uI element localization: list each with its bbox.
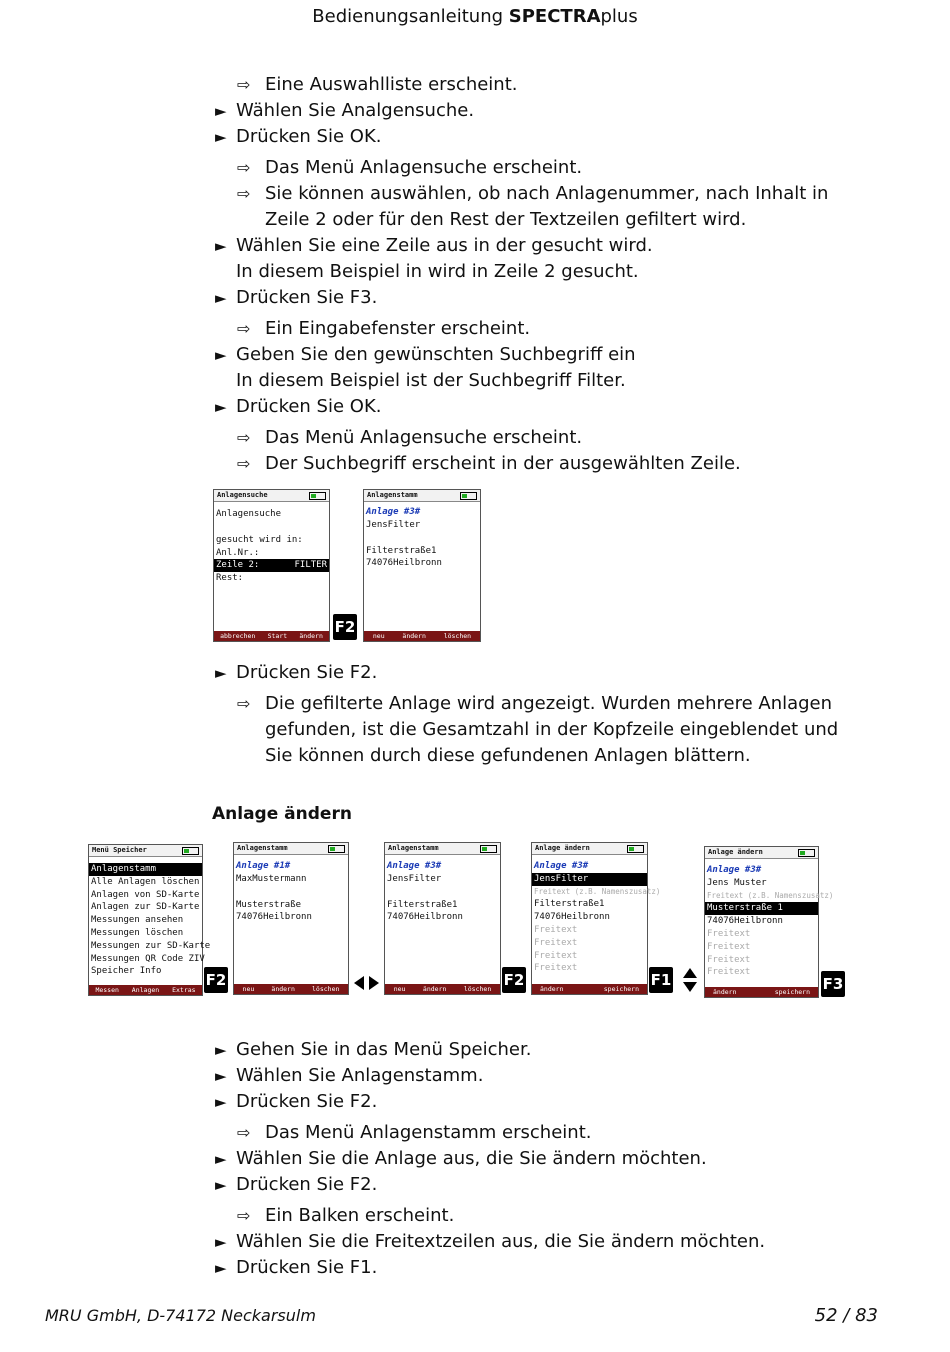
instruction-line: Gehen Sie in das Menü Speicher.	[236, 1039, 532, 1060]
footer-page-number: 52 / 83	[814, 1305, 878, 1326]
arrow-up-icon	[683, 968, 697, 978]
instruction-line: In diesem Beispiel in wird in Zeile 2 gesucht.	[236, 261, 639, 282]
instruction-line: Drücken Sie F3.	[236, 287, 378, 308]
action-bullet-icon: ►	[215, 398, 227, 416]
instruction-line: Ein Eingabefenster erscheint.	[265, 318, 531, 339]
action-bullet-icon: ►	[215, 346, 227, 364]
f2-key: F2	[204, 967, 228, 993]
result-arrow-icon: ⇨	[237, 454, 251, 473]
action-bullet-icon: ►	[215, 1233, 227, 1251]
action-bullet-icon: ►	[215, 664, 227, 682]
battery-icon	[328, 845, 345, 853]
screen-row: Rest:	[216, 573, 244, 584]
softkey-bar: neu ändern löschen	[385, 984, 500, 994]
softkey-bar: neu ändern löschen	[364, 631, 480, 641]
instruction-line: Das Menü Anlagensuche erscheint.	[265, 157, 583, 178]
instruction-line: Ein Balken erscheint.	[265, 1205, 455, 1226]
result-arrow-icon: ⇨	[237, 319, 251, 338]
screen-row: Filterstraße1	[366, 545, 437, 556]
instruction-line: Drücken Sie OK.	[236, 396, 382, 417]
instruction-line: Drücken Sie F1.	[236, 1257, 378, 1278]
screen-row: 74076Heilbronn	[236, 912, 312, 923]
screen-row: Filterstraße1	[387, 899, 458, 910]
screen-title-bar: Anlage ändern	[532, 843, 647, 855]
screen-row: Freitext	[534, 937, 578, 948]
battery-icon	[627, 845, 644, 853]
screen-row: Speicher Info	[91, 966, 162, 977]
instruction-line: Eine Auswahlliste erscheint.	[265, 74, 518, 95]
screen-row: JensFilter	[366, 519, 421, 530]
result-arrow-icon: ⇨	[237, 1123, 251, 1142]
arrow-down-icon	[683, 982, 697, 992]
arrow-right-icon	[369, 976, 379, 990]
f2-key: F2	[333, 614, 357, 640]
device-screen-menu-speicher	[88, 844, 211, 996]
screen-row: Freitext	[534, 950, 578, 961]
screen-row: Freitext	[707, 941, 751, 952]
device-screen-anlagensuche	[213, 489, 330, 642]
device-screen-anlagenstamm	[233, 842, 349, 995]
f2-key: F2	[502, 967, 526, 993]
screen-row: 74076Heilbronn	[534, 912, 610, 923]
screen-row: Messungen QR Code ZIV	[91, 953, 205, 964]
screen-row: Anlagen zur SD-Karte	[91, 902, 200, 913]
screen-row: Messungen ansehen	[91, 915, 184, 926]
action-bullet-icon: ►	[215, 237, 227, 255]
screen-row: 74076Heilbronn	[707, 916, 783, 927]
instruction-line: Wählen Sie Analgensuche.	[236, 100, 475, 121]
instruction-line: Das Menü Anlagensuche erscheint.	[265, 427, 583, 448]
screen-row: Anlage #3#	[366, 507, 421, 517]
instruction-line: In diesem Beispiel ist der Suchbegriff Filter.	[236, 370, 626, 391]
screen-title-bar: Anlagensuche	[214, 490, 329, 502]
screen-row: Freitext	[534, 963, 578, 974]
instruction-line: Drücken Sie F2.	[236, 662, 378, 683]
screen-row-selected: Anlagenstamm	[89, 863, 202, 876]
softkey-bar: Messen Anlagen Extras	[89, 985, 202, 995]
screen-row: Anlage #3#	[387, 861, 442, 871]
screen-row-selected: JensFilter	[532, 873, 647, 886]
instruction-line: Geben Sie den gewünschten Suchbegriff ein	[236, 344, 636, 365]
result-arrow-icon: ⇨	[237, 694, 251, 713]
device-screen-anlagenstamm	[363, 489, 481, 642]
screen-row: Anlage #3#	[707, 865, 762, 875]
screen-row: Freitext	[707, 954, 751, 965]
instruction-line: Wählen Sie Anlagenstamm.	[236, 1065, 484, 1086]
action-bullet-icon: ►	[215, 1150, 227, 1168]
battery-icon	[309, 492, 326, 500]
instruction-line: Zeile 2 oder für den Rest der Textzeilen gefiltert wird.	[265, 209, 747, 230]
screen-row-selected: Musterstraße 1	[705, 902, 818, 915]
screen-row: JensFilter	[387, 873, 442, 884]
screen-row: Anlagensuche	[216, 509, 282, 519]
instruction-line: gefunden, ist die Gesamtzahl in der Kopfzeile eingeblendet und	[265, 719, 839, 740]
action-bullet-icon: ►	[215, 1259, 227, 1277]
result-arrow-icon: ⇨	[237, 75, 251, 94]
instruction-line: Wählen Sie die Anlage aus, die Sie ändern möchten.	[236, 1148, 707, 1169]
section-title: Anlage ändern	[212, 804, 352, 824]
footer-company: MRU GmbH, D-74172 Neckarsulm	[45, 1306, 316, 1325]
softkey-bar: neu ändern löschen	[234, 984, 348, 994]
softkey-bar: ändern speichern	[532, 984, 647, 994]
action-bullet-icon: ►	[215, 102, 227, 120]
action-bullet-icon: ►	[215, 1067, 227, 1085]
action-bullet-icon: ►	[215, 128, 227, 146]
screen-row: Anlage #1#	[236, 861, 291, 871]
action-bullet-icon: ►	[215, 289, 227, 307]
action-bullet-icon: ►	[215, 1041, 227, 1059]
page-header: Bedienungsanleitung SPECTRAplus	[312, 6, 638, 27]
screen-row: Messungen zur SD-Karte	[91, 940, 211, 951]
screen-title-bar: Anlagenstamm	[234, 843, 348, 855]
instruction-line: Drücken Sie OK.	[236, 126, 382, 147]
arrow-left-icon	[354, 976, 364, 990]
instruction-line: Drücken Sie F2.	[236, 1091, 378, 1112]
battery-icon	[480, 845, 497, 853]
instruction-line: Das Menü Anlagenstamm erscheint.	[265, 1122, 592, 1143]
screen-row: gesucht wird in:	[216, 534, 303, 545]
battery-icon	[798, 849, 815, 857]
battery-icon	[460, 492, 477, 500]
instruction-line: Sie können durch diese gefundenen Anlagen blättern.	[265, 745, 751, 766]
screen-row: Messungen löschen	[91, 927, 184, 938]
screen-row: Jens Muster	[707, 877, 767, 888]
screen-row: Anlage #3#	[534, 861, 589, 871]
screen-row: MaxMustermann	[236, 873, 307, 884]
screen-row-selected: Zeile 2: FILTER	[216, 560, 327, 571]
screen-row: Freitext	[707, 928, 751, 939]
instruction-line: Sie können auswählen, ob nach Anlagenummer, nach Inhalt in	[265, 183, 829, 204]
instruction-line: Die gefilterte Anlage wird angezeigt. Wurden mehrere Anlagen	[265, 693, 833, 714]
screen-row: Freitext	[707, 967, 751, 978]
f1-key: F1	[649, 967, 673, 993]
softkey-bar: abbrechen Start ändern	[214, 631, 329, 641]
screen-row: Anl.Nr.:	[216, 547, 260, 558]
screen-row: Freitext	[534, 924, 578, 935]
screen-row: Alle Anlagen löschen	[91, 876, 200, 887]
instruction-line: Drücken Sie F2.	[236, 1174, 378, 1195]
screen-title-bar: Anlagenstamm	[385, 843, 500, 855]
result-arrow-icon: ⇨	[237, 1206, 251, 1225]
action-bullet-icon: ►	[215, 1093, 227, 1111]
screen-row: Anlagen von SD-Karte	[91, 889, 200, 900]
action-bullet-icon: ►	[215, 1176, 227, 1194]
result-arrow-icon: ⇨	[237, 428, 251, 447]
screen-title-bar: Anlagenstamm	[364, 490, 480, 502]
instruction-line: Der Suchbegriff erscheint in der ausgewählten Zeile.	[265, 453, 741, 474]
instruction-line: Wählen Sie eine Zeile aus in der gesucht wird.	[236, 235, 653, 256]
instruction-line: Wählen Sie die Freitextzeilen aus, die Sie ändern möchten.	[236, 1231, 766, 1252]
screen-title-bar: Menü Speicher	[89, 845, 202, 857]
screen-title-bar: Anlage ändern	[705, 847, 818, 859]
device-screen-anlagenstamm	[384, 842, 501, 995]
softkey-bar: ändern speichern	[705, 987, 818, 997]
screen-row: Freitext (z.B. Namenszusatz)	[534, 886, 661, 896]
f3-key: F3	[821, 971, 845, 997]
result-arrow-icon: ⇨	[237, 184, 251, 203]
screen-row: Musterstraße	[236, 899, 302, 910]
screen-row: Filterstraße1	[534, 899, 605, 910]
battery-icon	[182, 847, 199, 855]
result-arrow-icon: ⇨	[237, 158, 251, 177]
screen-row: Freitext (z.B. Namenszusatz)	[707, 890, 834, 900]
screen-row: 74076Heilbronn	[387, 912, 463, 923]
screen-row: 74076Heilbronn	[366, 558, 442, 569]
